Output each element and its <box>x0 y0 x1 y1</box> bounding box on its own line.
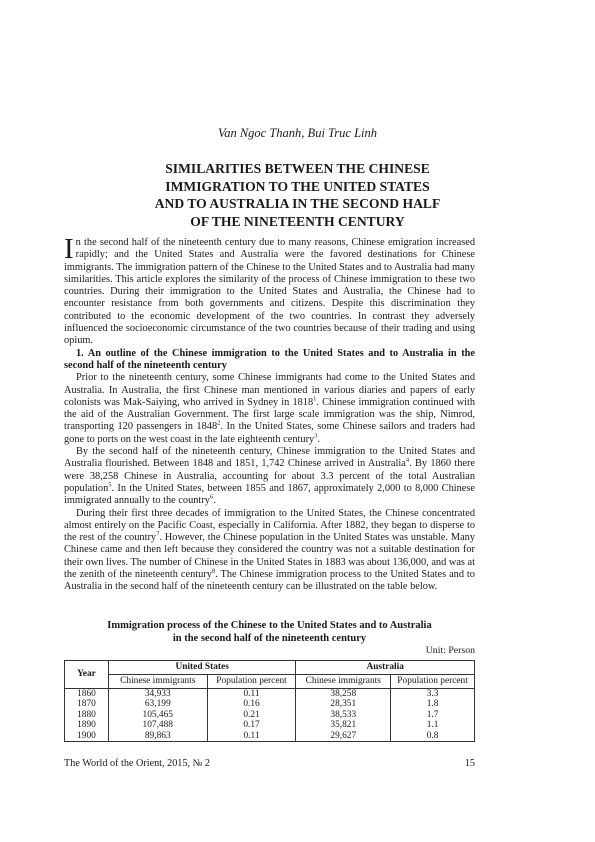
footnote-ref[interactable]: 7 <box>156 530 160 538</box>
cell-year: 1900 <box>65 731 109 742</box>
header-australia: Australia <box>296 661 475 675</box>
title-line: OF THE NINETEENTH CENTURY <box>190 213 405 229</box>
cell-us-immigrants: 34,933 <box>108 689 207 700</box>
text-run: . Chinese immigration continued with the aid of the Australian Government. The first large scale immigration was the ship, Nimrod, transporting 120 passengers in 1848 <box>64 396 475 433</box>
table-row <box>65 731 475 742</box>
footnote-ref[interactable]: 4 <box>405 456 410 464</box>
cell-us-percent: 0.11 <box>207 731 296 742</box>
title-line: SIMILARITIES BETWEEN THE CHINESE <box>165 161 430 176</box>
page-footer <box>64 758 475 769</box>
cell-au-immigrants: 28,351 <box>296 699 391 709</box>
header-united-states: United States <box>108 661 296 675</box>
cell-us-immigrants: 89,863 <box>108 731 207 742</box>
page-number: 15 <box>464 758 475 769</box>
text-run: Prior to the nineteenth century, some Chinese immigrants had come to the United States and Australia. In Australia, the first Chinese man mentioned in various diaries and papers of early colonists was Mak-Saiying, who arrived in Sydney in 1818 <box>64 372 475 408</box>
cell-us-immigrants: 63,199 <box>108 699 207 709</box>
footnote-ref[interactable]: 6 <box>209 493 214 501</box>
immigration-table <box>64 660 475 742</box>
table-row <box>65 720 475 730</box>
authors: Van Ngoc Thanh, Bui Truc Linh <box>217 126 378 140</box>
text-run: . The Chinese immigration process to the United States and to Australia in the second half of the nineteenth century can be illustrated on the table below. <box>64 569 475 593</box>
footnote-ref[interactable]: 2 <box>217 420 221 428</box>
table-unit: Unit: Person <box>425 645 475 656</box>
cell-year: 1890 <box>65 720 109 730</box>
cell-au-percent: 1.7 <box>391 710 475 720</box>
cell-au-immigrants: 38,258 <box>296 689 391 700</box>
table-row <box>65 710 475 720</box>
cell-year: 1880 <box>65 710 109 720</box>
subheader-us-percent: Population percent <box>207 675 296 689</box>
footnote-ref[interactable]: 1 <box>313 395 317 403</box>
text-run: By the second half of the nineteenth century, Chinese immigration to the United States and Australia flourished. Between 1848 and 1851, 1,742 Chinese arrived in Australia <box>64 446 475 470</box>
article-title <box>0 160 595 230</box>
cell-year: 1870 <box>65 699 109 709</box>
cell-us-percent: 0.17 <box>207 720 296 730</box>
paragraph <box>64 446 475 507</box>
text-run: . However, the Chinese population in the United States was unstable. Many Chinese came and then left because they considered the country was not a suitable destination for their own lives. The number of Chinese in the United States in 1883 was about 136,000, and was at the zenith of the nineteenth century <box>64 532 476 581</box>
cell-us-percent: 0.16 <box>207 699 296 709</box>
cell-us-immigrants: 107,488 <box>108 720 207 730</box>
text-run: . In the United States, between 1855 and 1867, approximately 2,000 to 8,000 Chinese immigrated annually to the country <box>64 482 475 507</box>
subheader-au-percent: Population percent <box>391 675 475 689</box>
text-run: . By 1860 there were 38,258 Chinese in Australia, accounting for about 3.3 percent of the total Australian population <box>64 458 475 494</box>
footnote-ref[interactable]: 8 <box>211 567 216 575</box>
table-row <box>65 699 475 709</box>
cell-us-percent: 0.11 <box>207 689 296 700</box>
text-run: During their first three decades of immigration to the United States, the Chinese concentrated almost entirely on the Pacific Coast, especially in California. After 1882, they began to disperse to the rest of the country <box>64 507 475 544</box>
table-row <box>65 689 475 700</box>
paragraph <box>64 372 475 446</box>
footnote-ref[interactable]: 3 <box>314 432 318 440</box>
title-line: IMMIGRATION TO THE UNITED STATES <box>165 178 430 194</box>
cell-us-percent: 0.21 <box>207 710 296 720</box>
cell-au-percent: 0.8 <box>391 731 475 742</box>
abstract <box>64 233 475 348</box>
article-body <box>64 233 476 594</box>
cell-us-immigrants: 105,465 <box>108 710 207 720</box>
title-line: AND TO AUSTRALIA IN THE SECOND HALF <box>154 196 441 211</box>
subheader-us-immigrants: Chinese immigrants <box>108 675 207 689</box>
text-run: . <box>213 495 216 507</box>
cell-year: 1860 <box>65 689 109 700</box>
drop-cap: I <box>64 233 74 265</box>
cell-au-percent: 3.3 <box>391 689 475 700</box>
table-caption-line: Immigration process of the Chinese to the United States and to Australia <box>107 620 432 631</box>
header-year: Year <box>65 661 109 689</box>
cell-au-percent: 1.8 <box>391 699 475 709</box>
abstract-text: n the second half of the nineteenth century due to many reasons, Chinese emigration increased rapidly; and the United States and Australia were the favored destinations for Chinese immigrants. The immigration pattern of the Chinese to the United States and to Australia had many similarities. This article explores the similarity of the process of Chinese immigration to these two countries. During their immigration to the United States and Australia, the Chinese had to encounter resistance from both governments and citizens. Despite this discrimination they contributed to the economic development of the two countries. In contrast they adversely influenced the socioeconomic circumstance of the two countries because of their trading and using opium. <box>64 237 475 347</box>
paragraph <box>64 508 475 594</box>
subheader-au-immigrants: Chinese immigrants <box>296 675 391 689</box>
cell-au-immigrants: 38,533 <box>296 710 391 720</box>
text-run: . <box>317 433 321 445</box>
journal-name: The World of the Orient, 2015, № 2 <box>64 758 210 769</box>
section-heading: 1. An outline of the Chinese immigration to the United States and to Australia in the second half of the nineteenth century <box>64 347 475 371</box>
table-caption-line: in the second half of the nineteenth century <box>172 632 367 644</box>
text-run: . In the United States, some Chinese sailors and traders had gone to ports on the west coast in the late eighteenth century <box>64 421 476 445</box>
table-caption <box>64 620 475 645</box>
cell-au-immigrants: 29,627 <box>296 731 391 742</box>
cell-au-immigrants: 35,821 <box>296 720 391 730</box>
footnote-ref[interactable]: 5 <box>108 481 112 489</box>
cell-au-percent: 1.1 <box>391 720 475 730</box>
